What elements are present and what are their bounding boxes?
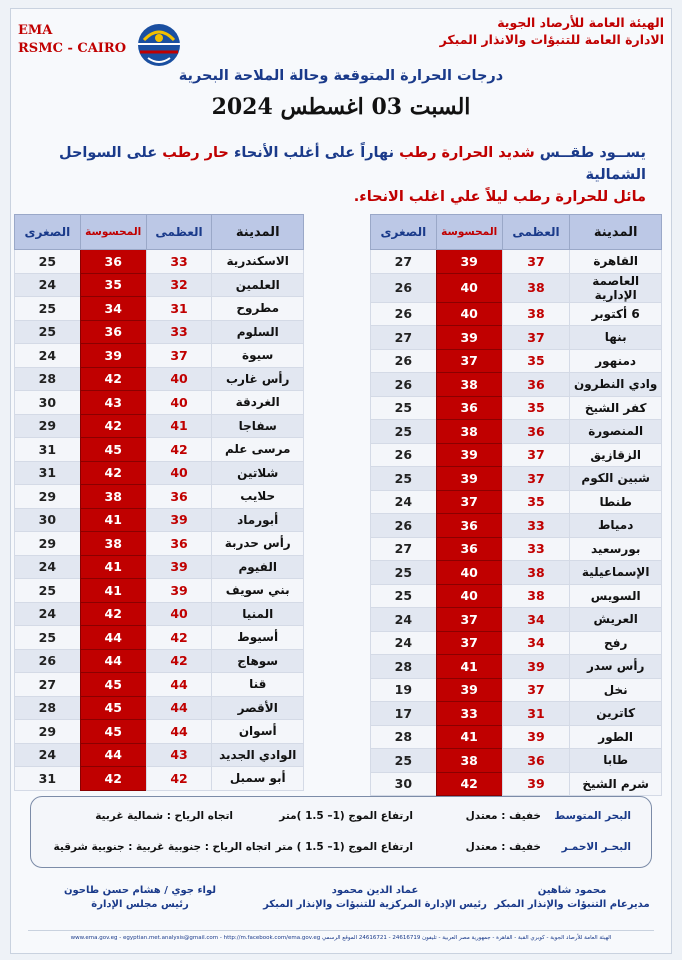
summary-part-5: على السواحل الشمالية: [59, 145, 646, 183]
table-row: [371, 443, 662, 467]
min-temp: 24: [371, 608, 437, 632]
feels-like-temp: 39: [436, 326, 502, 350]
city-name: شلاتين: [212, 461, 304, 485]
city-name: كاترين: [570, 702, 662, 726]
table-row: [371, 561, 662, 585]
city-name: دمياط: [570, 514, 662, 538]
table-row: [371, 702, 662, 726]
max-temp: 39: [502, 655, 570, 679]
city-name: أبو سمبل: [212, 767, 304, 791]
max-temp: 39: [502, 772, 570, 796]
min-temp: 24: [371, 631, 437, 655]
table-row: [371, 373, 662, 397]
signatory-name: عماد الدين محمود: [331, 885, 419, 896]
ema-logo-icon: [130, 20, 188, 70]
feels-like-temp: 42: [80, 461, 146, 485]
min-temp: 29: [15, 485, 81, 509]
city-name: طنطا: [570, 490, 662, 514]
min-temp: 29: [15, 720, 81, 744]
signatory-name: محمود شاهين: [537, 885, 607, 896]
max-temp: 39: [146, 555, 212, 579]
city-name: بنها: [570, 326, 662, 350]
summary-part-3: نهاراً على أغلب الأنحاء: [228, 145, 400, 161]
summary-part-6: مائل للحرارة رطب ليلاً علي اغلب الانحاء.: [353, 189, 646, 205]
min-temp: 27: [371, 326, 437, 350]
min-temp: 26: [371, 349, 437, 373]
city-name: العريش: [570, 608, 662, 632]
max-temp: 38: [502, 584, 570, 608]
city-name: وادي النطرون: [570, 373, 662, 397]
city-name: دمنهور: [570, 349, 662, 373]
max-temp: 37: [502, 443, 570, 467]
feels-like-temp: 38: [436, 749, 502, 773]
min-temp: 25: [371, 396, 437, 420]
feels-like-temp: 42: [80, 414, 146, 438]
max-temp: 37: [502, 467, 570, 491]
city-name: الوادي الجديد: [212, 743, 304, 767]
max-temp: 36: [146, 532, 212, 556]
max-temp: 37: [502, 250, 570, 274]
feels-like-temp: 45: [80, 673, 146, 697]
max-temp: 39: [146, 579, 212, 603]
min-temp: 24: [15, 344, 81, 368]
city-name: الأقصر: [212, 696, 304, 720]
wind-direction: اتجاه الرياح : جنوبية غربية : جنوبية شرقية: [53, 841, 271, 853]
max-temp: 37: [502, 326, 570, 350]
min-temp: 30: [15, 391, 81, 415]
table-row: [371, 655, 662, 679]
city-name: حلايب: [212, 485, 304, 509]
city-name: العلمين: [212, 273, 304, 297]
feels-like-temp: 42: [80, 367, 146, 391]
city-name: السلوم: [212, 320, 304, 344]
table-row: [371, 772, 662, 796]
table-row: [371, 608, 662, 632]
feels-like-temp: 37: [436, 631, 502, 655]
table-row: [15, 720, 304, 744]
max-temp: 40: [146, 602, 212, 626]
sea-name: البحر المتوسط: [554, 810, 631, 822]
min-temp: 26: [15, 649, 81, 673]
city-name: سوهاج: [212, 649, 304, 673]
table-row: [15, 532, 304, 556]
max-temp: 33: [146, 320, 212, 344]
max-temp: 35: [502, 349, 570, 373]
feels-like-temp: 41: [80, 555, 146, 579]
header-feels-like: المحسوسة: [80, 215, 146, 250]
rsmc-text: RSMC - CAIRO: [18, 41, 127, 56]
table-row: [15, 414, 304, 438]
min-temp: 27: [371, 537, 437, 561]
org-name: الهيئة العامة للأرصاد الجوية: [497, 15, 664, 30]
temperature-table-left: [14, 214, 304, 791]
header-city: المدينة: [570, 215, 662, 250]
feels-like-temp: 39: [436, 678, 502, 702]
max-temp: 34: [502, 631, 570, 655]
wind-direction: اتجاه الرياح : شمالية غربية: [95, 810, 233, 822]
table-row: [15, 696, 304, 720]
city-name: رفح: [570, 631, 662, 655]
temperature-table-right: [370, 214, 662, 796]
max-temp: 33: [146, 250, 212, 274]
min-temp: 31: [15, 461, 81, 485]
max-temp: 33: [502, 537, 570, 561]
table-row: [371, 420, 662, 444]
city-name: شرم الشيخ: [570, 772, 662, 796]
min-temp: 31: [15, 767, 81, 791]
signatory-title: رئيس مجلس الإدارة: [91, 899, 189, 910]
min-temp: 30: [371, 772, 437, 796]
bulletin-date: السبت 03 اغسطس 2024: [211, 94, 471, 120]
signature-central-head: [250, 884, 500, 912]
table-row: [15, 555, 304, 579]
city-name: القاهرة: [570, 250, 662, 274]
min-temp: 25: [15, 250, 81, 274]
max-temp: 40: [146, 367, 212, 391]
max-temp: 37: [502, 678, 570, 702]
feels-like-temp: 40: [436, 584, 502, 608]
summary-part-1: يســود طقــس: [534, 145, 646, 161]
city-name: رأس غارب: [212, 367, 304, 391]
city-name: الإسماعيلية: [570, 561, 662, 585]
city-name: أسوان: [212, 720, 304, 744]
max-temp: 36: [502, 749, 570, 773]
feels-like-temp: 36: [436, 396, 502, 420]
feels-like-temp: 37: [436, 349, 502, 373]
table-row: [15, 626, 304, 650]
min-temp: 19: [371, 678, 437, 702]
table-row: [15, 344, 304, 368]
table-row: [371, 467, 662, 491]
table-row: [371, 349, 662, 373]
city-name: الاسكندرية: [212, 250, 304, 274]
table-row: [371, 725, 662, 749]
min-temp: 24: [15, 602, 81, 626]
feels-like-temp: 37: [436, 490, 502, 514]
max-temp: 44: [146, 673, 212, 697]
min-temp: 25: [15, 297, 81, 321]
min-temp: 24: [371, 490, 437, 514]
city-name: رأس سدر: [570, 655, 662, 679]
city-name: رأس حدربة: [212, 532, 304, 556]
table-row: [371, 678, 662, 702]
table-row: [15, 767, 304, 791]
feels-like-temp: 43: [80, 391, 146, 415]
feels-like-temp: 38: [436, 373, 502, 397]
feels-like-temp: 38: [80, 485, 146, 509]
feels-like-temp: 35: [80, 273, 146, 297]
max-temp: 38: [502, 302, 570, 326]
max-temp: 35: [502, 396, 570, 420]
city-name: المنيا: [212, 602, 304, 626]
max-temp: 43: [146, 743, 212, 767]
min-temp: 25: [15, 579, 81, 603]
max-temp: 32: [146, 273, 212, 297]
city-name: أسيوط: [212, 626, 304, 650]
marine-conditions-box: [30, 796, 652, 868]
table-row: [371, 490, 662, 514]
feels-like-temp: 38: [436, 420, 502, 444]
org-header: [440, 14, 664, 48]
city-name: العاصمة الإدارية: [570, 273, 662, 302]
feels-like-temp: 40: [436, 302, 502, 326]
table-row: [371, 584, 662, 608]
feels-like-temp: 36: [436, 514, 502, 538]
contact-footer: الهيئة العامة للأرصاد الجوية - كوبري القبة - القاهرة - جمهورية مصر العربية - تليفون 24616719 - 24616721 الموقع الرسمي www.ema.gov.eg - egyptian.met.analysis@gmail.com - http://m.facebook.com/ema.gov.eg: [28, 930, 654, 945]
max-temp: 34: [502, 608, 570, 632]
min-temp: 26: [371, 443, 437, 467]
table-row: [15, 367, 304, 391]
feels-like-temp: 38: [80, 532, 146, 556]
max-temp: 37: [146, 344, 212, 368]
feels-like-temp: 41: [80, 579, 146, 603]
table-row: [371, 749, 662, 773]
feels-like-temp: 34: [80, 297, 146, 321]
feels-like-temp: 40: [436, 561, 502, 585]
city-name: طابا: [570, 749, 662, 773]
min-temp: 29: [15, 414, 81, 438]
feels-like-temp: 36: [80, 320, 146, 344]
feels-like-temp: 41: [80, 508, 146, 532]
min-temp: 26: [371, 373, 437, 397]
summary-part-2: شديد الحرارة رطب: [399, 145, 535, 161]
city-name: شبين الكوم: [570, 467, 662, 491]
max-temp: 35: [502, 490, 570, 514]
ema-label: [18, 22, 126, 58]
feels-like-temp: 36: [436, 537, 502, 561]
feels-like-temp: 37: [436, 608, 502, 632]
min-temp: 28: [15, 696, 81, 720]
signatory-title: رئيس الإدارة المركزية للتنبؤات والإنذار المبكر: [263, 899, 487, 910]
header-max: العظمى: [502, 215, 570, 250]
min-temp: 30: [15, 508, 81, 532]
min-temp: 28: [371, 655, 437, 679]
signature-chairman: [50, 884, 230, 912]
min-temp: 27: [371, 250, 437, 274]
feels-like-temp: 39: [436, 443, 502, 467]
city-name: السويس: [570, 584, 662, 608]
max-temp: 31: [146, 297, 212, 321]
table-row: [15, 250, 304, 274]
sea-name: البحـر الاحمـر: [561, 841, 631, 853]
max-temp: 40: [146, 391, 212, 415]
table-row: [371, 514, 662, 538]
feels-like-temp: 39: [436, 467, 502, 491]
min-temp: 24: [15, 273, 81, 297]
city-name: أبورماد: [212, 508, 304, 532]
dept-name: الادارة العامة للتنبؤات والانذار المبكر: [439, 32, 664, 47]
max-temp: 38: [502, 561, 570, 585]
min-temp: 25: [371, 420, 437, 444]
max-temp: 40: [146, 461, 212, 485]
max-temp: 41: [146, 414, 212, 438]
signature-director: [492, 884, 652, 912]
max-temp: 38: [502, 273, 570, 302]
min-temp: 25: [15, 320, 81, 344]
feels-like-temp: 45: [80, 720, 146, 744]
max-temp: 42: [146, 649, 212, 673]
min-temp: 28: [371, 725, 437, 749]
table-row: [371, 250, 662, 274]
feels-like-temp: 42: [80, 602, 146, 626]
min-temp: 24: [15, 743, 81, 767]
city-name: الزقازيق: [570, 443, 662, 467]
signatory-name: لواء جوي / هشام حسن طاحون: [63, 885, 217, 896]
city-name: مرسى علم: [212, 438, 304, 462]
table-row: [15, 649, 304, 673]
max-temp: 36: [502, 420, 570, 444]
feels-like-temp: 44: [80, 743, 146, 767]
min-temp: 24: [15, 555, 81, 579]
max-temp: 31: [502, 702, 570, 726]
feels-like-temp: 39: [80, 344, 146, 368]
wave-height: ارتفاع الموج (1– 1.5 ) متر: [275, 841, 413, 853]
min-temp: 29: [15, 532, 81, 556]
city-name: كفر الشيخ: [570, 396, 662, 420]
max-temp: 42: [146, 767, 212, 791]
header-city: المدينة: [212, 215, 304, 250]
ema-text: EMA: [18, 23, 53, 38]
city-name: مطروح: [212, 297, 304, 321]
header-min: الصغرى: [371, 215, 437, 250]
min-temp: 26: [371, 302, 437, 326]
wave-height: ارتفاع الموج (1– 1.5 )متر: [279, 810, 413, 822]
table-row: [15, 461, 304, 485]
table-row: [15, 438, 304, 462]
feels-like-temp: 45: [80, 696, 146, 720]
min-temp: 28: [15, 367, 81, 391]
sea-state: خفيف : معتدل: [465, 810, 541, 822]
min-temp: 26: [371, 514, 437, 538]
bulletin-subtitle: درجات الحرارة المتوقعة وحالة الملاحة البحرية: [178, 68, 504, 84]
min-temp: 25: [371, 584, 437, 608]
table-row: [371, 273, 662, 302]
city-name: سيوة: [212, 344, 304, 368]
header-feels-like: المحسوسة: [436, 215, 502, 250]
max-temp: 36: [146, 485, 212, 509]
max-temp: 36: [502, 373, 570, 397]
table-row: [371, 302, 662, 326]
min-temp: 17: [371, 702, 437, 726]
table-row: [15, 485, 304, 509]
table-row: [15, 673, 304, 697]
weather-summary: [36, 142, 646, 208]
feels-like-temp: 41: [436, 725, 502, 749]
min-temp: 26: [371, 273, 437, 302]
feels-like-temp: 45: [80, 438, 146, 462]
min-temp: 27: [15, 673, 81, 697]
city-name: 6 أكتوبر: [570, 302, 662, 326]
city-name: المنصورة: [570, 420, 662, 444]
min-temp: 25: [371, 749, 437, 773]
table-row: [15, 602, 304, 626]
city-name: قنا: [212, 673, 304, 697]
header-min: الصغرى: [15, 215, 81, 250]
feels-like-temp: 44: [80, 649, 146, 673]
city-name: الغردقة: [212, 391, 304, 415]
feels-like-temp: 44: [80, 626, 146, 650]
max-temp: 42: [146, 626, 212, 650]
table-row: [15, 391, 304, 415]
table-row: [15, 508, 304, 532]
max-temp: 44: [146, 696, 212, 720]
sea-state: خفيف : معتدل: [465, 841, 541, 853]
feels-like-temp: 42: [80, 767, 146, 791]
city-name: سفاجا: [212, 414, 304, 438]
feels-like-temp: 33: [436, 702, 502, 726]
max-temp: 39: [502, 725, 570, 749]
table-row: [371, 631, 662, 655]
table-row: [15, 743, 304, 767]
min-temp: 25: [15, 626, 81, 650]
header-max: العظمى: [146, 215, 212, 250]
feels-like-temp: 39: [436, 250, 502, 274]
table-row: [15, 320, 304, 344]
table-row: [371, 537, 662, 561]
table-row: [15, 297, 304, 321]
feels-like-temp: 41: [436, 655, 502, 679]
city-name: بورسعيد: [570, 537, 662, 561]
max-temp: 39: [146, 508, 212, 532]
table-row: [15, 273, 304, 297]
max-temp: 44: [146, 720, 212, 744]
city-name: بني سويف: [212, 579, 304, 603]
table-row: [371, 396, 662, 420]
table-row: [371, 326, 662, 350]
summary-part-4: حار رطب: [162, 145, 229, 161]
max-temp: 42: [146, 438, 212, 462]
city-name: الفيوم: [212, 555, 304, 579]
feels-like-temp: 42: [436, 772, 502, 796]
min-temp: 25: [371, 561, 437, 585]
max-temp: 33: [502, 514, 570, 538]
feels-like-temp: 36: [80, 250, 146, 274]
signatory-title: مديرعام التنبؤات والإنذار المبكر: [494, 899, 650, 910]
city-name: نخل: [570, 678, 662, 702]
feels-like-temp: 40: [436, 273, 502, 302]
city-name: الطور: [570, 725, 662, 749]
min-temp: 31: [15, 438, 81, 462]
min-temp: 25: [371, 467, 437, 491]
table-row: [15, 579, 304, 603]
